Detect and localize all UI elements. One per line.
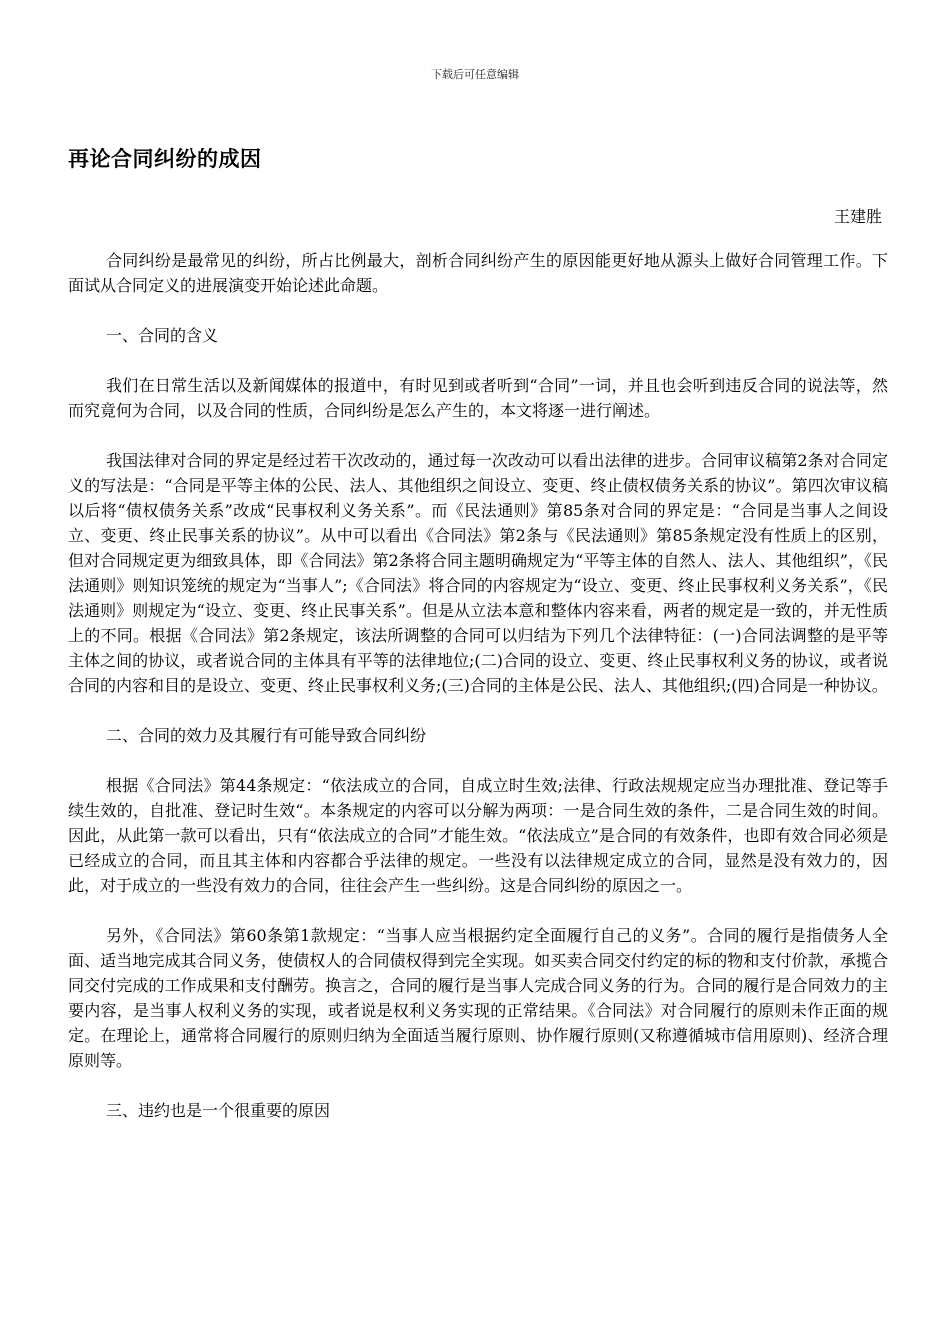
- header-note: 下载后可任意编辑: [431, 68, 519, 81]
- document-body: [68, 248, 888, 1148]
- paragraph: 另外，《合同法》第60条第1款规定：“当事人应当根据约定全面履行自己的义务”。合同的履行是指债务人全面、适当地完成其合同义务，使债权人的合同债权得到完全实现。如买卖合同交付约定的标的物和支付价款，承揽合同交付完成的工作成果和支付酬劳。换言之，合同的履行是当事人完成合同义务的行为。合同的履行是合同效力的主要内容，是当事人权利义务的实现，或者说是权利义务实现的正常结果。《合同法》对合同履行的原则未作正面的规定。在理论上，通常将合同履行的原则归纳为全面适当履行原则、协作履行原则(又称遵循城市信用原则)、经济合理原则等。: [68, 926, 888, 1070]
- page-title: 再论合同纠纷的成因: [68, 147, 262, 171]
- section-heading-1: 一、合同的含义: [106, 326, 219, 345]
- paragraph: 我国法律对合同的界定是经过若干次改动的，通过每一次改动可以看出法律的进步。合同审议稿第2条对合同定义的写法是：“合同是平等主体的公民、法人、其他组织之间设立、变更、终止债权债务关系的协议”。第四次审议稿以后将“债权债务关系”改成“民事权利义务关系”。而《民法通则》第85条对合同的界定是：“合同是当事人之间设立、变更、终止民事关系的协议”。从中可以看出《合同法》第2条与《民法通则》第85条规定没有性质上的区别，但对合同规定更为细致具体，即《合同法》第2条将合同主题明确规定为“平等主体的自然人、法人、其他组织”，《民法通则》则知识笼统的规定为“当事人”;《合同法》将合同的内容规定为“设立、变更、终止民事权利义务关系”，《民法通则》则规定为“设立、变更、终止民事关系”。但是从立法本意和整体内容来看，两者的规定是一致的，并无性质上的不同。根据《合同法》第2条规定，该法所调整的合同可以归结为下列几个法律特征：(一)合同法调整的是平等主体之间的协议，或者说合同的主体具有平等的法律地位;(二)合同的设立、变更、终止民事权利义务的协议，或者说合同的内容和目的是设立、变更、终止民事权利义务;(三)合同的主体是公民、法人、其他组织;(四)合同是一种协议。: [68, 451, 888, 695]
- section-heading-3: 三、违约也是一个很重要的原因: [106, 1101, 331, 1120]
- author-name: 王建胜: [833, 207, 882, 226]
- paragraph: 根据《合同法》第44条规定：“依法成立的合同，自成立时生效;法律、行政法规规定应当办理批准、登记等手续生效的，自批准、登记时生效“。本条规定的内容可以分解为两项：一是合同生效的条件，二是合同生效的时间。因此，从此第一款可以看出，只有“依法成立的合同”才能生效。“依法成立”是合同的有效条件，也即有效合同必须是已经成立的合同，而且其主体和内容都合乎法律的规定。一些没有以法律规定成立的合同，显然是没有效力的，因此，对于成立的一些没有效力的合同，往往会产生一些纠纷。这是合同纠纷的原因之一。: [68, 776, 888, 895]
- paragraph-intro: 合同纠纷是最常见的纠纷，所占比例最大，剖析合同纠纷产生的原因能更好地从源头上做好合同管理工作。下面试从合同定义的进展演变开始论述此命题。: [68, 251, 888, 295]
- section-heading-2: 二、合同的效力及其履行有可能导致合同纠纷: [106, 726, 427, 745]
- paragraph: 我们在日常生活以及新闻媒体的报道中，有时见到或者听到“合同”一词，并且也会听到违反合同的说法等，然而究竟何为合同，以及合同的性质，合同纠纷是怎么产生的，本文将逐一进行阐述。: [68, 376, 888, 420]
